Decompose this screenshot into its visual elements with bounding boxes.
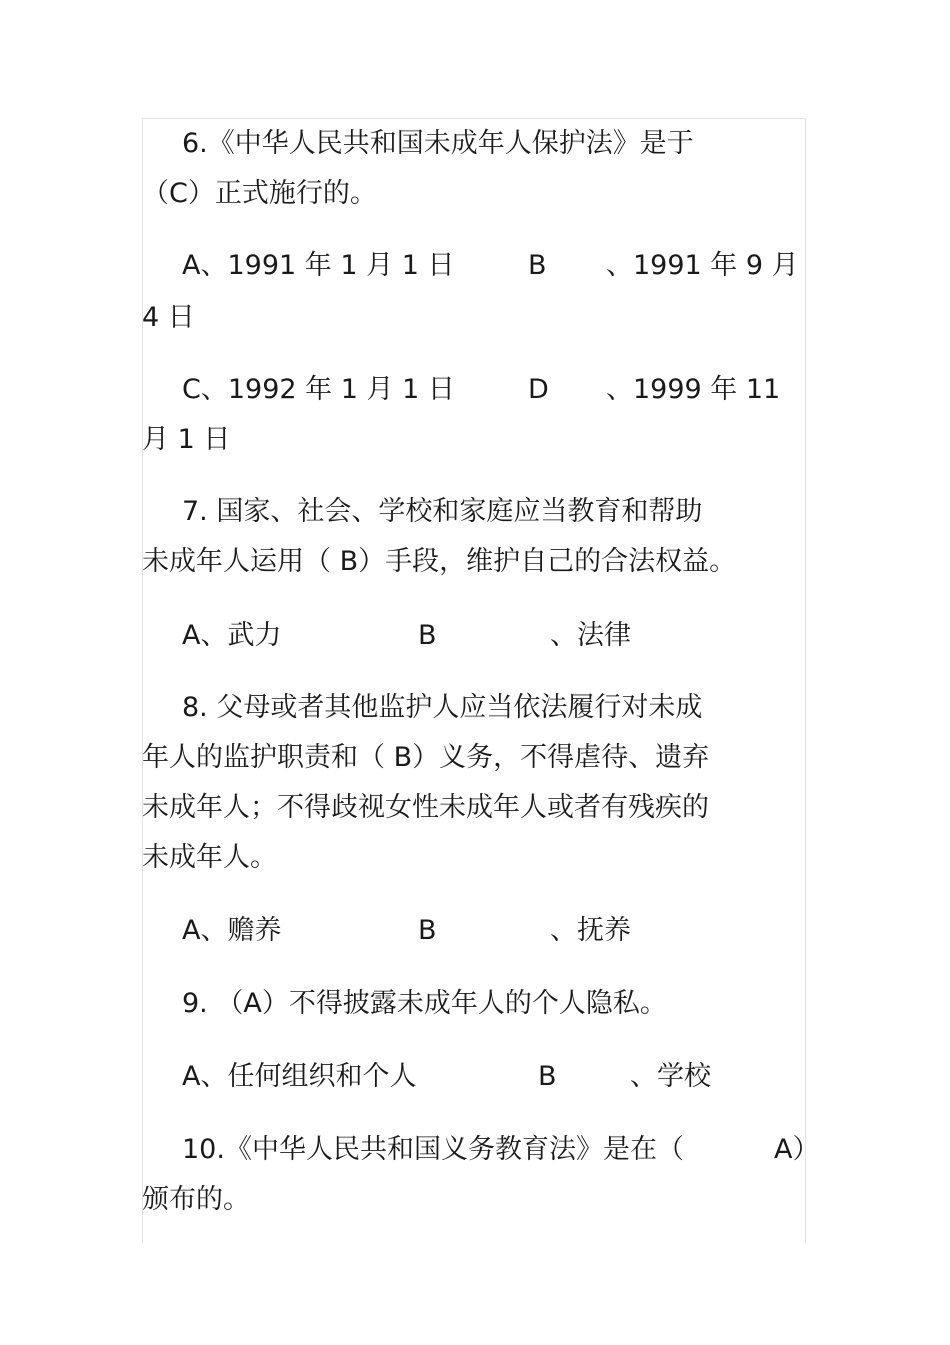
q10-stem-line1: 10.《中华人民共和国义务教育法》是在（ bbox=[182, 1134, 684, 1165]
q6-stem-line1: 6.《中华人民共和国未成年人保护法》是于 bbox=[182, 128, 694, 159]
q8-stem-line4: 未成年人。 bbox=[142, 842, 277, 873]
q6-option-a: A、1991 年 1 月 1 日 bbox=[182, 250, 455, 281]
q9-option-b-letter: B bbox=[538, 1061, 557, 1092]
q6-option-d-cont: 月 1 日 bbox=[142, 424, 231, 455]
q7-option-a: A、武力 bbox=[182, 620, 282, 651]
q9-option-a: A、任何组织和个人 bbox=[182, 1061, 417, 1092]
q6-stem-line2: （C）正式施行的。 bbox=[142, 178, 377, 209]
q8-stem-line3: 未成年人；不得歧视女性未成年人或者有残疾的 bbox=[142, 792, 709, 823]
q10-stem-line2: 颁布的。 bbox=[142, 1184, 250, 1215]
q8-option-b-letter: B bbox=[418, 915, 437, 946]
q7-option-b-letter: B bbox=[418, 620, 437, 651]
q6-option-d-text: 、1999 年 11 bbox=[606, 374, 781, 405]
q8-option-b-text: 、抚养 bbox=[550, 915, 631, 946]
q6-option-b-letter: B bbox=[528, 250, 547, 281]
q7-stem-line2: 未成年人运用（ B）手段，维护自己的合法权益。 bbox=[142, 546, 737, 577]
q7-option-b-text: 、法律 bbox=[550, 620, 631, 651]
q6-option-b-text: 、1991 年 9 月 bbox=[606, 250, 799, 281]
q10-answer: A） bbox=[774, 1134, 820, 1165]
q6-option-d-letter: D bbox=[528, 374, 549, 405]
q9-option-b-text: 、学校 bbox=[630, 1061, 711, 1092]
q6-option-b-cont: 4 日 bbox=[142, 302, 195, 333]
q6-option-c: C、1992 年 1 月 1 日 bbox=[182, 374, 455, 405]
q8-stem-line2: 年人的监护职责和（ B）义务，不得虐待、遗弃 bbox=[142, 742, 710, 773]
q8-option-a: A、赡养 bbox=[182, 915, 282, 946]
q8-stem-line1: 8. 父母或者其他监护人应当依法履行对未成 bbox=[182, 692, 703, 723]
q9-stem-line1: 9. （A）不得披露未成年人的个人隐私。 bbox=[182, 988, 667, 1019]
q7-stem-line1: 7. 国家、社会、学校和家庭应当教育和帮助 bbox=[182, 496, 703, 527]
